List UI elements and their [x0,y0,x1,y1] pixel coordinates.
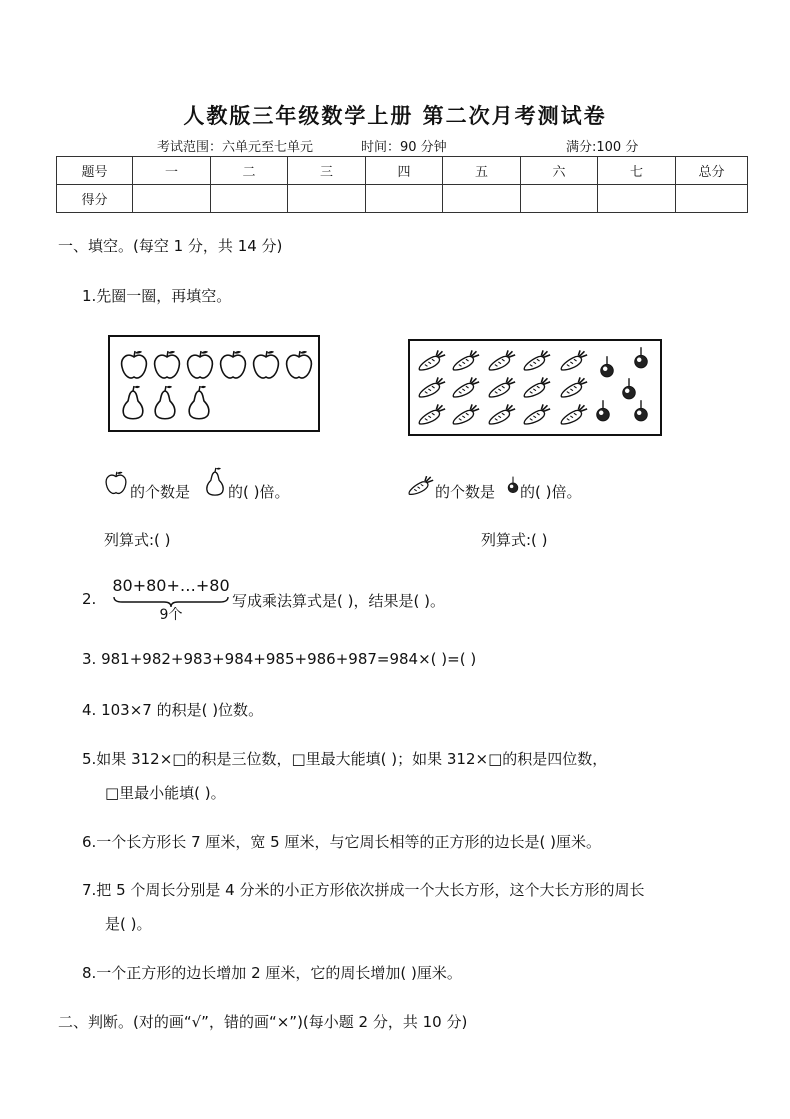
apple-icon [221,351,246,378]
score-header-cell: 二 [211,157,288,185]
carrot-icon [406,475,434,497]
score-header-cell: 题号 [57,157,133,185]
score-table-header-row [57,157,748,185]
carrot-icon [524,377,550,397]
radish-icon [506,474,520,496]
carrot-icon [419,404,445,424]
page-title: 人教版三年级数学上册 第二次月考测试卷 [183,103,607,128]
score-header-cell: 四 [366,157,443,185]
score-header-cell: 五 [443,157,521,185]
q4-text: 4. 103×7 的积是( )位数。 [82,701,264,719]
exam-time: 时间：90 分钟 [361,140,447,155]
q1-right-text-b: 的( )倍。 [520,483,582,501]
radish-icon [597,400,610,421]
q5-line1: 5.如果 312×□的积是三位数，□里最大能填( )；如果 312×□的积是四位数， [82,750,608,768]
pear-icon [203,467,227,497]
carrot-icon [561,350,587,370]
section2-title: 二、判断。(对的画“√”，错的画“×”)(每小题 2 分，共 10 分) [58,1013,468,1031]
score-cell[interactable] [676,185,748,213]
radish-icon [635,347,648,368]
vegetable-box [408,339,662,436]
q1-right-text-a: 的个数是 [435,483,496,501]
score-cell[interactable] [521,185,598,213]
q7-line1: 7.把 5 个周长分别是 4 分米的小正方形依次拼成一个大长方形，这个大长方形的周长 [82,881,645,899]
carrot-icon [489,350,515,370]
carrot-icon [524,350,550,370]
apple-icon [254,351,279,378]
carrot-icon [453,404,479,424]
score-header-cell: 六 [521,157,598,185]
q2-count: 9个 [159,607,183,623]
q2-number: 2. [82,590,97,608]
score-cell[interactable] [288,185,366,213]
carrot-icon [489,377,515,397]
pear-icon [123,386,143,419]
score-cell[interactable] [133,185,211,213]
carrot-icon [489,404,515,424]
carrot-icon [453,350,479,370]
apple-icon [122,351,147,378]
score-cell[interactable] [443,185,521,213]
q8-text: 8.一个正方形的边长增加 2 厘米，它的周长增加( )厘米。 [82,964,462,982]
q7-line2: 是( )。 [105,915,152,933]
apple-icon [287,351,312,378]
q1-right-formula: 列算式:( ) [481,531,548,549]
score-header-cell: 三 [288,157,366,185]
radish-icon [623,378,636,399]
exam-range: 考试范围：六单元至七单元 [157,140,314,155]
carrot-icon [561,377,587,397]
q2-expression: 80+80+…+80 [112,576,230,595]
carrot-icon [561,404,587,424]
apples-pears-illustration [110,337,318,430]
score-header-cell: 一 [133,157,211,185]
radish-icon [635,400,648,421]
score-cell[interactable] [366,185,443,213]
score-cell[interactable] [598,185,676,213]
carrot-icon [419,350,445,370]
q1-left-text-b: 的( )倍。 [228,483,290,501]
carrot-icon [453,377,479,397]
q5-line2: □里最小能填( )。 [105,784,226,802]
apple-icon [188,351,213,378]
q6-text: 6.一个长方形长 7 厘米，宽 5 厘米，与它周长相等的正方形的边长是( )厘米。 [82,833,601,851]
q1-left-text-a: 的个数是 [130,483,191,501]
score-row-label: 得分 [57,185,133,213]
pear-icon [189,386,209,419]
carrot-icon [524,404,550,424]
q2-text: 写成乘法算式是( )，结果是( )。 [232,592,445,610]
q1-left-formula: 列算式:( ) [104,531,171,549]
full-score: 满分:100 分 [566,140,639,155]
carrot-icon [419,377,445,397]
score-cell[interactable] [211,185,288,213]
score-header-cell: 总分 [676,157,748,185]
score-header-cell: 七 [598,157,676,185]
score-table-score-row [57,185,748,213]
apple-icon [104,470,128,496]
q3-text: 3. 981+982+983+984+985+986+987=984×( )=( ) [82,650,477,668]
q1-label: 1.先圈一圈，再填空。 [82,287,232,305]
radish-icon [601,356,614,377]
carrots-radishes-illustration [410,341,660,434]
section1-title: 一、填空。(每空 1 分，共 14 分) [58,237,283,255]
fruit-box [108,335,320,432]
apple-icon [155,351,180,378]
score-table [56,156,748,213]
pear-icon [155,386,175,419]
